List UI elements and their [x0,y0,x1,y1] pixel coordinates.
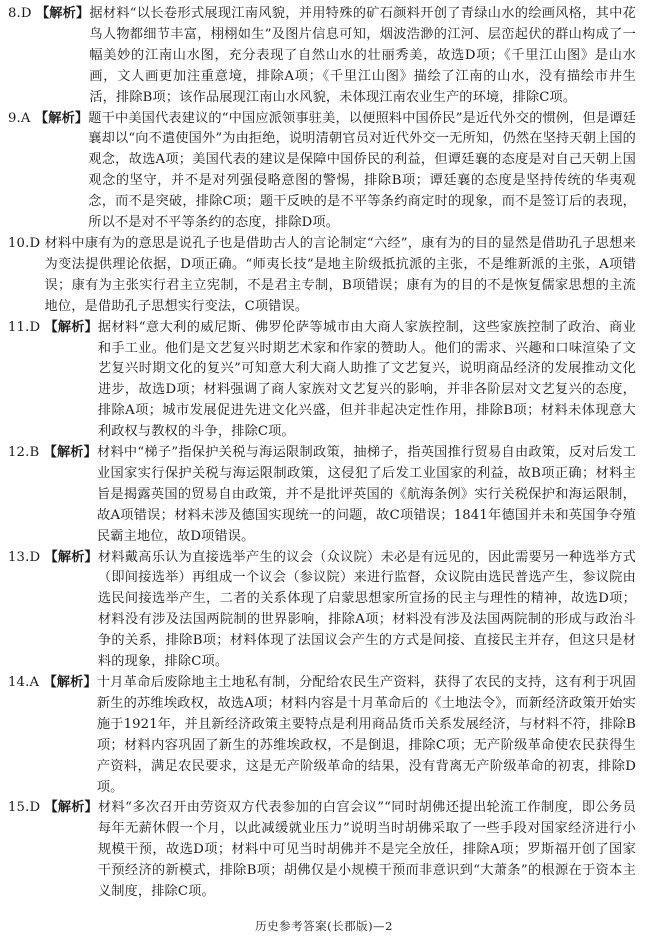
answer-list [8,4,636,903]
analysis-text: 据材料“意大利的威尼斯、佛罗伦萨等城市由大商人家族控制，这些家族控制了政治、商业和手工业。他们是文艺复兴时期艺术家和作家的赞助人。他们的需求、兴趣和口味渲染了文艺复兴时期文化的复兴”可知意大利大商人助推了文艺复兴，说明商品经济的发展推动文化进步，故选D项；材料强调了商人家族对文艺复兴的影响，并非各阶层对文艺复兴的态度，排除A项；城市发展促进先进文化兴盛，但并非起决定性作用，排除B项；材料未体现意大利政权与教权的斗争，排除C项。 [97,319,636,440]
answer-letter: A [20,110,31,126]
answer-key [8,109,88,234]
answer-letter: B [29,445,40,461]
analysis-text: 材料中“梯子”指保护关税与海运限制政策，抽梯子，指英国推行贸易自由政策，反对后发工业国家实行保护关税与海运限制政策，这侵犯了后发工业国家的利益，故B项正确；材料主旨是揭露英国的贸易自由政策，并不是批评英国的《航海条例》实行关税保护和海运限制，故A项错误；材料未涉及德国实现统一的问题，故C项错误；1841年德国并未和英国争夺殖民霸主地位，故D项错误。 [96,445,636,544]
question-number: 12. [8,445,30,461]
analysis-tag: 【解析】 [44,319,98,335]
answer-letter: D [29,319,41,335]
analysis-text: 材料“多次召开由劳资双方代表参加的白宫会议”“同时胡佛还提出轮流工作制度，即公务员每年无薪休假一个月，以此减缓就业压力”说明当时胡佛采取了一些手段对国家经济进行小规模干预，故选D项；材料中可见当时胡佛并不是完全放任，排除A项；罗斯福开创了国家干预经济的新模式，排除B项；胡佛仅是小规模干预而非意识到“大萧条”的根源在于资本主义制度，排除C项。 [97,800,636,900]
analysis-tag: 【解析】 [43,675,97,690]
page-footer: 历史参考答案(长郡版)—2 [255,919,393,933]
answer-key [8,798,98,903]
answer-item [8,443,636,548]
answer-key [8,548,98,673]
question-number: 9. [8,110,21,126]
answer-item [8,109,636,234]
analysis-tag: 【解析】 [44,800,98,816]
answer-key [8,4,89,109]
answer-key [8,443,97,548]
answer-item [8,4,636,109]
analysis-tag: 【解析】 [35,6,90,21]
answer-letter: D [20,6,32,21]
analysis-text: 材料戴高乐认为直接选举产生的议会（众议院）未必是有远见的，因此需要另一种选举方式（即间接选举）再组成一个议会（参议院）来进行监督，众议院由选民普选产生，参议院由选民间接选举产生，二者的关系体现了启蒙思想家所宣扬的民主与理性的精神，故选D项；材料没有涉及法国两院制的世界影响，排除A项；材料没有涉及法国两院制的形成与政治斗争的关系，排除B项；材料体现了法国议会产生的方式是间接、直接民主并存，但这只是材料的现象，排除C项。 [97,549,636,670]
question-number: 8. [8,6,21,21]
answer-letter: D [29,235,41,251]
analysis-tag: 【解析】 [34,110,89,126]
analysis-tag: 【解析】 [44,549,98,565]
question-number: 14. [8,675,30,690]
answer-letter: D [29,549,41,565]
answer-item [8,673,636,798]
answer-item [8,318,636,443]
analysis-text: 据材料“以长卷形式展现江南风貌，并用特殊的矿石颜料开创了青绿山水的绘画风格，其中花鸟人物都细节丰富，栩栩如生”及图片信息可知，烟波浩渺的江河、层峦起伏的群山构成了一幅美妙的江南山水图，充分表现了自然山水的壮丽秀美，故选D项；《千里江山图》是山水画，文人画更加注重意境，排除A项；《千里江山图》描绘了江南的山水，没有描绘市井生活，排除B项；该作品展现江南山水风貌，未体现江南农业生产的环境，排除C项。 [89,6,636,105]
answer-key [8,318,98,443]
analysis-text: 十月革命后废除地主土地私有制，分配给农民生产资料，获得了农民的支持，这有利于巩固新生的苏维埃政权，故选A项；材料内容是十月革命后的《土地法令》，而新经济政策开始实施于1921年，并且新经济政策主要特点是利用商品货币关系发展经济，与材料不符，排除B项；材料内容巩固了新生的苏维埃政权，不是倒退，排除C项；无产阶级革命使农民获得生产资料，满足农民要求，这是无产阶级革命的结果，没有背离无产阶级革命的初衷，排除D项。 [96,675,636,795]
answer-letter: D [29,800,41,816]
answer-item [8,798,636,903]
question-number: 11. [8,319,30,335]
analysis-text: 题干中美国代表建议的“中国应派领事驻美，以便照料中国侨民”是近代外交的惯例，但是谭廷襄却以“向不遣使国外”为由拒绝，说明清朝官员对近代外交一无所知，仍然在坚持天朝上国的观念，故选A项；美国代表的建议是保障中国侨民的利益，但谭廷襄的态度是对自己天朝上国观念的坚守，并不是对列强侵略意图的警惕，排除B项；谭廷襄的态度是坚持传统的华夷观念，而不是突破，排除C项；题干反映的是不平等条约商定时的现象，而不是签订后的表现，所以不是对不平等条约的态度，排除D项。 [88,110,636,231]
question-number: 13. [8,549,30,565]
answer-item [8,234,636,318]
answer-key [8,234,45,318]
answer-key [8,673,97,798]
analysis-tag: 【解析】 [43,445,97,461]
analysis-text: 材料中康有为的意思是说孔子也是借助古人的言论制定“六经”，康有为的目的显然是借助孔子思想来为变法提供理论依据，D项正确。“师夷长技”是地主阶级抵抗派的主张，不是维新派的主张，A项错误；康有为主张实行君主立宪制，不是君主专制，B项错误；康有为的目的不是恢复儒家思想的主流地位，是借助孔子思想实行变法，C项错误。 [44,235,636,314]
answer-item [8,548,636,673]
question-number: 10. [8,235,30,251]
answer-letter: A [29,675,40,690]
question-number: 15. [8,800,30,816]
